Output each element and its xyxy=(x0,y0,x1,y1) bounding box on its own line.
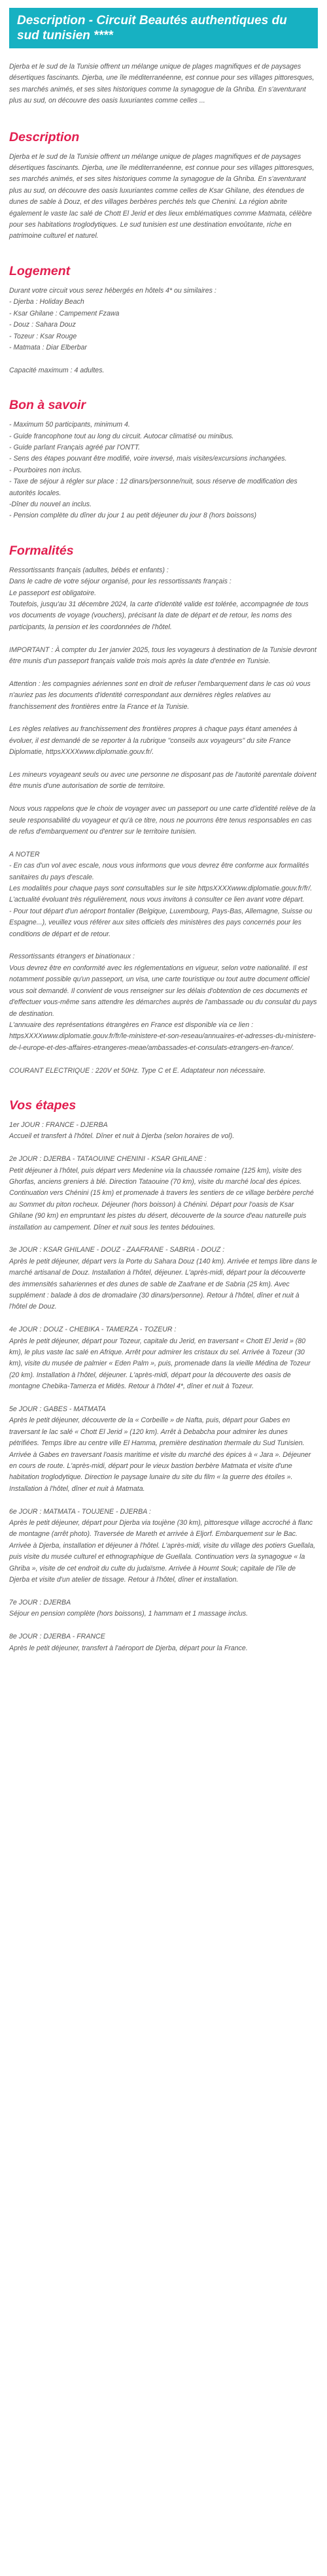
blank-line xyxy=(9,1313,318,1324)
paragraph: Après le petit déjeuner, découverte de la « Corbeille » de Nafta, puis, départ pour Gabes en traversant le lac salé « Chott El Jerid » (120 km). Arrêt à Debabcha pour admirer les dunes pétrifiées. Temps libre au centre ville El Hamma, première destination thermale du Sud Tunisien. Arrivée à Gabes en traversant l'oasis maritime et visite du marché des épices à « Jara ». Déjeuner en cours de route. L'après-midi, départ pour le vieux bastion berbère Matmata et visite d'une habitation troglodytique. Direction le paysage lunaire du site du film « la guerre des étoiles ». Installation à l'hôtel, dîner et nuit à Matmata. xyxy=(9,1416,311,1493)
page xyxy=(0,8,327,1654)
paragraph: Nous vous rappelons que le choix de voyager avec un passeport ou une carte d'identité relève de la seule responsabilité du voyageur et qu'à ce titre, nous ne pourrons être tenus responsables en cas de refus d'embarquement ou d'entrer sur le territoire tunisien. xyxy=(9,805,316,836)
paragraph: 3e JOUR : KSAR GHILANE - DOUZ - ZAAFRANE - SABRIA - DOUZ : xyxy=(9,1246,225,1254)
paragraph: - En cas d'un vol avec escale, nous vous informons que vous devrez être conforme aux formalités sanitaires du pays d'escale. xyxy=(9,862,309,881)
paragraph: Toutefois, jusqu'au 31 décembre 2024, la carte d'identité valide est tolérée, accompagnée de tous vos documents de voyage (vouchers), précisant la date de départ et de retour, les noms des participants, la pension et les coordonnées de l'hôtel. xyxy=(9,600,309,631)
bon-a-savoir-heading: Bon à savoir xyxy=(9,398,86,413)
paragraph: A NOTER xyxy=(9,850,40,858)
paragraph: Capacité maximum : 4 adultes. xyxy=(9,366,105,374)
paragraph: Après le petit déjeuner, départ pour Tozeur, capitale du Jerid, en traversant « Chott El Jerid » (80 km), le plus vaste lac salé en Afrique. Arrêt pour admirer les cristaux du sel. Arrivée à Tozeur (30 km), visite du musée de palmier « Eden Palm », puis, promenade dans la vieille Médina de Tozeur (20 km). Installation à l'hôtel, déjeuner. L'après-midi, départ pour la découverte des oasis de montagne Chebika-Tamerza et Midès. Retour à l'hôtel 4*, dîner et nuit à Tozeur. xyxy=(9,1337,311,1391)
blank-line xyxy=(9,667,318,678)
blank-line xyxy=(9,633,318,644)
blank-line xyxy=(9,1054,318,1065)
paragraph: - Tozeur : Ksar Rouge xyxy=(9,332,77,340)
blank-line xyxy=(9,792,318,804)
paragraph: - Pourboires non inclus. xyxy=(9,466,82,474)
blank-line xyxy=(9,713,318,724)
paragraph: Le passeport est obligatoire. xyxy=(9,589,97,597)
paragraph: COURANT ELECTRIQUE : 220V et 50Hz. Type C et E. Adaptateur non nécessaire. xyxy=(9,1066,266,1075)
page-title: Description - Circuit Beautés authentiques du sud tunisien **** xyxy=(9,8,318,48)
paragraph: 4e JOUR : DOUZ - CHEBIKA - TAMERZA - TOZEUR : xyxy=(9,1326,177,1334)
description-section xyxy=(9,152,318,242)
intro-section xyxy=(9,61,318,107)
paragraph: IMPORTANT : À compter du 1er janvier 2025, tous les voyageurs à destination de la Tunisie devront être munis d'un passeport français valide trois mois après la date d'entrée en Tunisie. xyxy=(9,645,317,665)
paragraph: Djerba et le sud de la Tunisie offrent un mélange unique de plages magnifiques et de paysages désertiques fascinants. Djerba, une île méditerranéenne, est connue pour ses villages pittoresques, ses marchés animés, et ses sites historiques comme la synagogue de la Ghriba. En s'aventurant plus au sud, on découvre des oasis luxuriantes comme celles de Ksar Ghilane, des étendues de dunes de sable à Douz, et des villages berbères perchés tels que Chenini. La région abrite également le vaste lac salé de Chott El Jerid et des lieux emblématiques comme Matmata, célèbre pour ses habitations troglodytiques. Le sud tunisien est une destination envoûtante, riche en patrimoine culturel et naturel. xyxy=(9,152,315,240)
paragraph: 5e JOUR : GABES - MATMATA xyxy=(9,1405,106,1414)
paragraph: Petit déjeuner à l'hôtel, puis départ vers Medenine via la chaussée romaine (125 km), visite des Ghorfas, anciens greniers à blé. Direction Tataouine (70 km), visite du marché local des épices. Continuation vers Chénini (15 km) et promenade à travers les sentiers de ce village berbère perché au Sommet du piton rocheux. Déjeuner (hors boisson) à Chénini. Départ pour l'oasis de Ksar Ghilane (90 km) en empruntant les pistes du désert, découverte de la source d'eau naturelle puis installation au campement. Dîner et nuit sous les tentes bédouines. xyxy=(9,1166,314,1231)
paragraph: 2e JOUR : DJERBA - TATAOUINE CHENINI - KSAR GHILANE : xyxy=(9,1155,207,1164)
paragraph: L'annuaire des représentations étrangères en France est disponible via ce lien : httpsXXXXwww.diplomatie.gouv.fr/fr/le-ministere-et-son-reseau/annuaires-et-adresses-du-ministere-de-l-europe-et-des-affaires-etrangeres-meae/ambassades-et-consulats-etrangers-en-france/. xyxy=(9,1020,317,1052)
paragraph: Après le petit déjeuner, transfert à l'aéroport de Djerba, départ pour la France. xyxy=(9,1644,248,1652)
paragraph: Séjour en pension complète (hors boissons), 1 hammam et 1 massage inclus. xyxy=(9,1610,249,1618)
paragraph: 8e JOUR : DJERBA - FRANCE xyxy=(9,1633,105,1641)
blank-line xyxy=(9,1620,318,1631)
paragraph: - Djerba : Holiday Beach xyxy=(9,298,84,306)
paragraph: - Matmata : Diar Elberbar xyxy=(9,343,87,351)
blank-line xyxy=(9,353,318,365)
vos-etapes-heading: Vos étapes xyxy=(9,1098,77,1113)
paragraph: - Taxe de séjour à régler sur place : 12 dinars/personne/nuit, sous réserve de modification des autorités locales. xyxy=(9,478,298,497)
logement-section xyxy=(9,285,318,376)
vos-etapes-section xyxy=(9,1120,318,1654)
paragraph: Après le petit déjeuner, départ pour Djerba via toujène (30 km), pittoresque village accroché à flanc de montagne (arrêt photo). Traversée de Mareth et arrivée à Eljorf. Embarquement sur le Bac. Arrivée à Djerba, installation et déjeuner à l'hôtel. L'après-midi, visite du village des potiers Guellala, puis visite du musée culturel et ethnographique de Guellala. Continuation vers la synagogue « la Ghriba », visite de cet endroit du culte du judaïsme. Arrivée à Houmt Souk; capitale de l'île de Djerba et visite d'un atelier de tissage. Retour à l'hôtel, dîner et installation. xyxy=(9,1519,316,1584)
formalites-heading: Formalités xyxy=(9,543,74,558)
paragraph: Ressortissants étrangers et binationaux : xyxy=(9,953,135,961)
blank-line xyxy=(9,940,318,951)
paragraph: - Guide francophone tout au long du circuit. Autocar climatisé ou minibus. xyxy=(9,432,234,440)
paragraph: Attention : les compagnies aériennes sont en droit de refuser l'embarquement dans le cas où vous n'auriez pas les documents d'identité correspondant aux dernières règles relatives au franchissement des frontières entre la France et la Tunisie. xyxy=(9,679,311,711)
paragraph: Durant votre circuit vous serez hébergés en hôtels 4* ou similaires : xyxy=(9,286,216,295)
paragraph: - Maximum 50 participants, minimum 4. xyxy=(9,421,130,429)
blank-line xyxy=(9,1393,318,1404)
paragraph: - Pension complète du dîner du jour 1 au petit déjeuner du jour 8 (hors boissons) xyxy=(9,512,257,520)
blank-line xyxy=(9,1586,318,1597)
paragraph: Après le petit déjeuner, départ vers la Porte du Sahara Douz (140 km). Arrivée et temps libre dans le marché artisanal de Douz. Installation à l'hôtel, déjeuner. L'après-midi, départ pour la découverte des immensités sahariennes et des dunes de sable de Zaafrane et de Sabria (25 km). Avec supplément : balade à dos de dromadaire (30 dinars/personne). Retour à l'hôtel, dîner et nuit à l'hôtel de Douz. xyxy=(9,1257,317,1311)
paragraph: - Douz : Sahara Douz xyxy=(9,321,76,329)
paragraph: - Pour tout départ d'un aéroport frontalier (Belgique, Luxembourg, Pays-Bas, Allemagne, Suisse ou Espagne...), veuillez vous référer aux sites officiels des ministères des pays concernés pour les conditions de départ et de retour. xyxy=(9,907,313,938)
paragraph: Djerba et le sud de la Tunisie offrent un mélange unique de plages magnifiques et de paysages désertiques fascinants. Djerba, une île méditerranéenne, est connue pour ses villages pittoresques, ses marchés animés, et ses sites historiques comme la synagogue de la Ghriba. En s'aventurant plus au sud, on découvre des oasis luxuriantes comme celles ... xyxy=(9,63,315,105)
blank-line xyxy=(9,1495,318,1506)
blank-line xyxy=(9,1233,318,1245)
paragraph: Accueil et transfert à l'hôtel. Dîner et nuit à Djerba (selon horaires de vol). xyxy=(9,1132,235,1141)
paragraph: Ressortissants français (adultes, bébés et enfants) : xyxy=(9,566,169,574)
paragraph: 6e JOUR : MATMATA - TOUJENE - DJERBA : xyxy=(9,1507,151,1516)
paragraph: -Dîner du nouvel an inclus. xyxy=(9,500,92,508)
logement-heading: Logement xyxy=(9,263,71,278)
formalites-section xyxy=(9,565,318,1077)
paragraph: 1er JOUR : FRANCE - DJERBA xyxy=(9,1120,108,1129)
blank-line xyxy=(9,1143,318,1154)
paragraph: 7e JOUR : DJERBA xyxy=(9,1598,71,1606)
paragraph: Dans le cadre de votre séjour organisé, pour les ressortissants français : xyxy=(9,578,232,586)
blank-line xyxy=(9,758,318,770)
paragraph: Les mineurs voyageant seuls ou avec une personne ne disposant pas de l'autorité parentale doivent être munis d'une autorisation de sortie de territoire. xyxy=(9,771,317,791)
paragraph: Vous devrez être en conformité avec les réglementations en vigueur, selon votre nationalité. Il est notamment possible qu'un passeport, un visa, une carte touristique ou tout autre document officiel vous soit demandé. Il convient de vous renseigner sur les délais d'obtention de ces documents et d'effectuer vous-même sans attendre les démarches auprès de l'ambassade ou du consulat du pays de destination. xyxy=(9,964,317,1018)
paragraph: Les modalités pour chaque pays sont consultables sur le site httpsXXXXwww.diplomatie.gouv.fr/fr/. L'actualité évoluant très régulièrement, nous vous invitons à consulter ce lien avant votre départ. xyxy=(9,885,313,904)
description-heading: Description xyxy=(9,129,80,144)
paragraph: Les règles relatives au franchissement des frontières propres à chaque pays étant amenées à évoluer, il est demandé de se reporter à la rubrique "conseils aux voyageurs" du site France Diplomatie, httpsXXXXwww.diplomatie.gouv.fr/. xyxy=(9,725,298,757)
paragraph: - Guide parlant Français agréé par l'ONTT. xyxy=(9,443,141,451)
paragraph: - Ksar Ghilane : Campement Fzawa xyxy=(9,309,120,318)
blank-line xyxy=(9,838,318,849)
paragraph: - Sens des étapes pouvant être modifié, voire inversé, mais visites/excursions inchangées. xyxy=(9,455,287,463)
bon-a-savoir-section xyxy=(9,419,318,522)
